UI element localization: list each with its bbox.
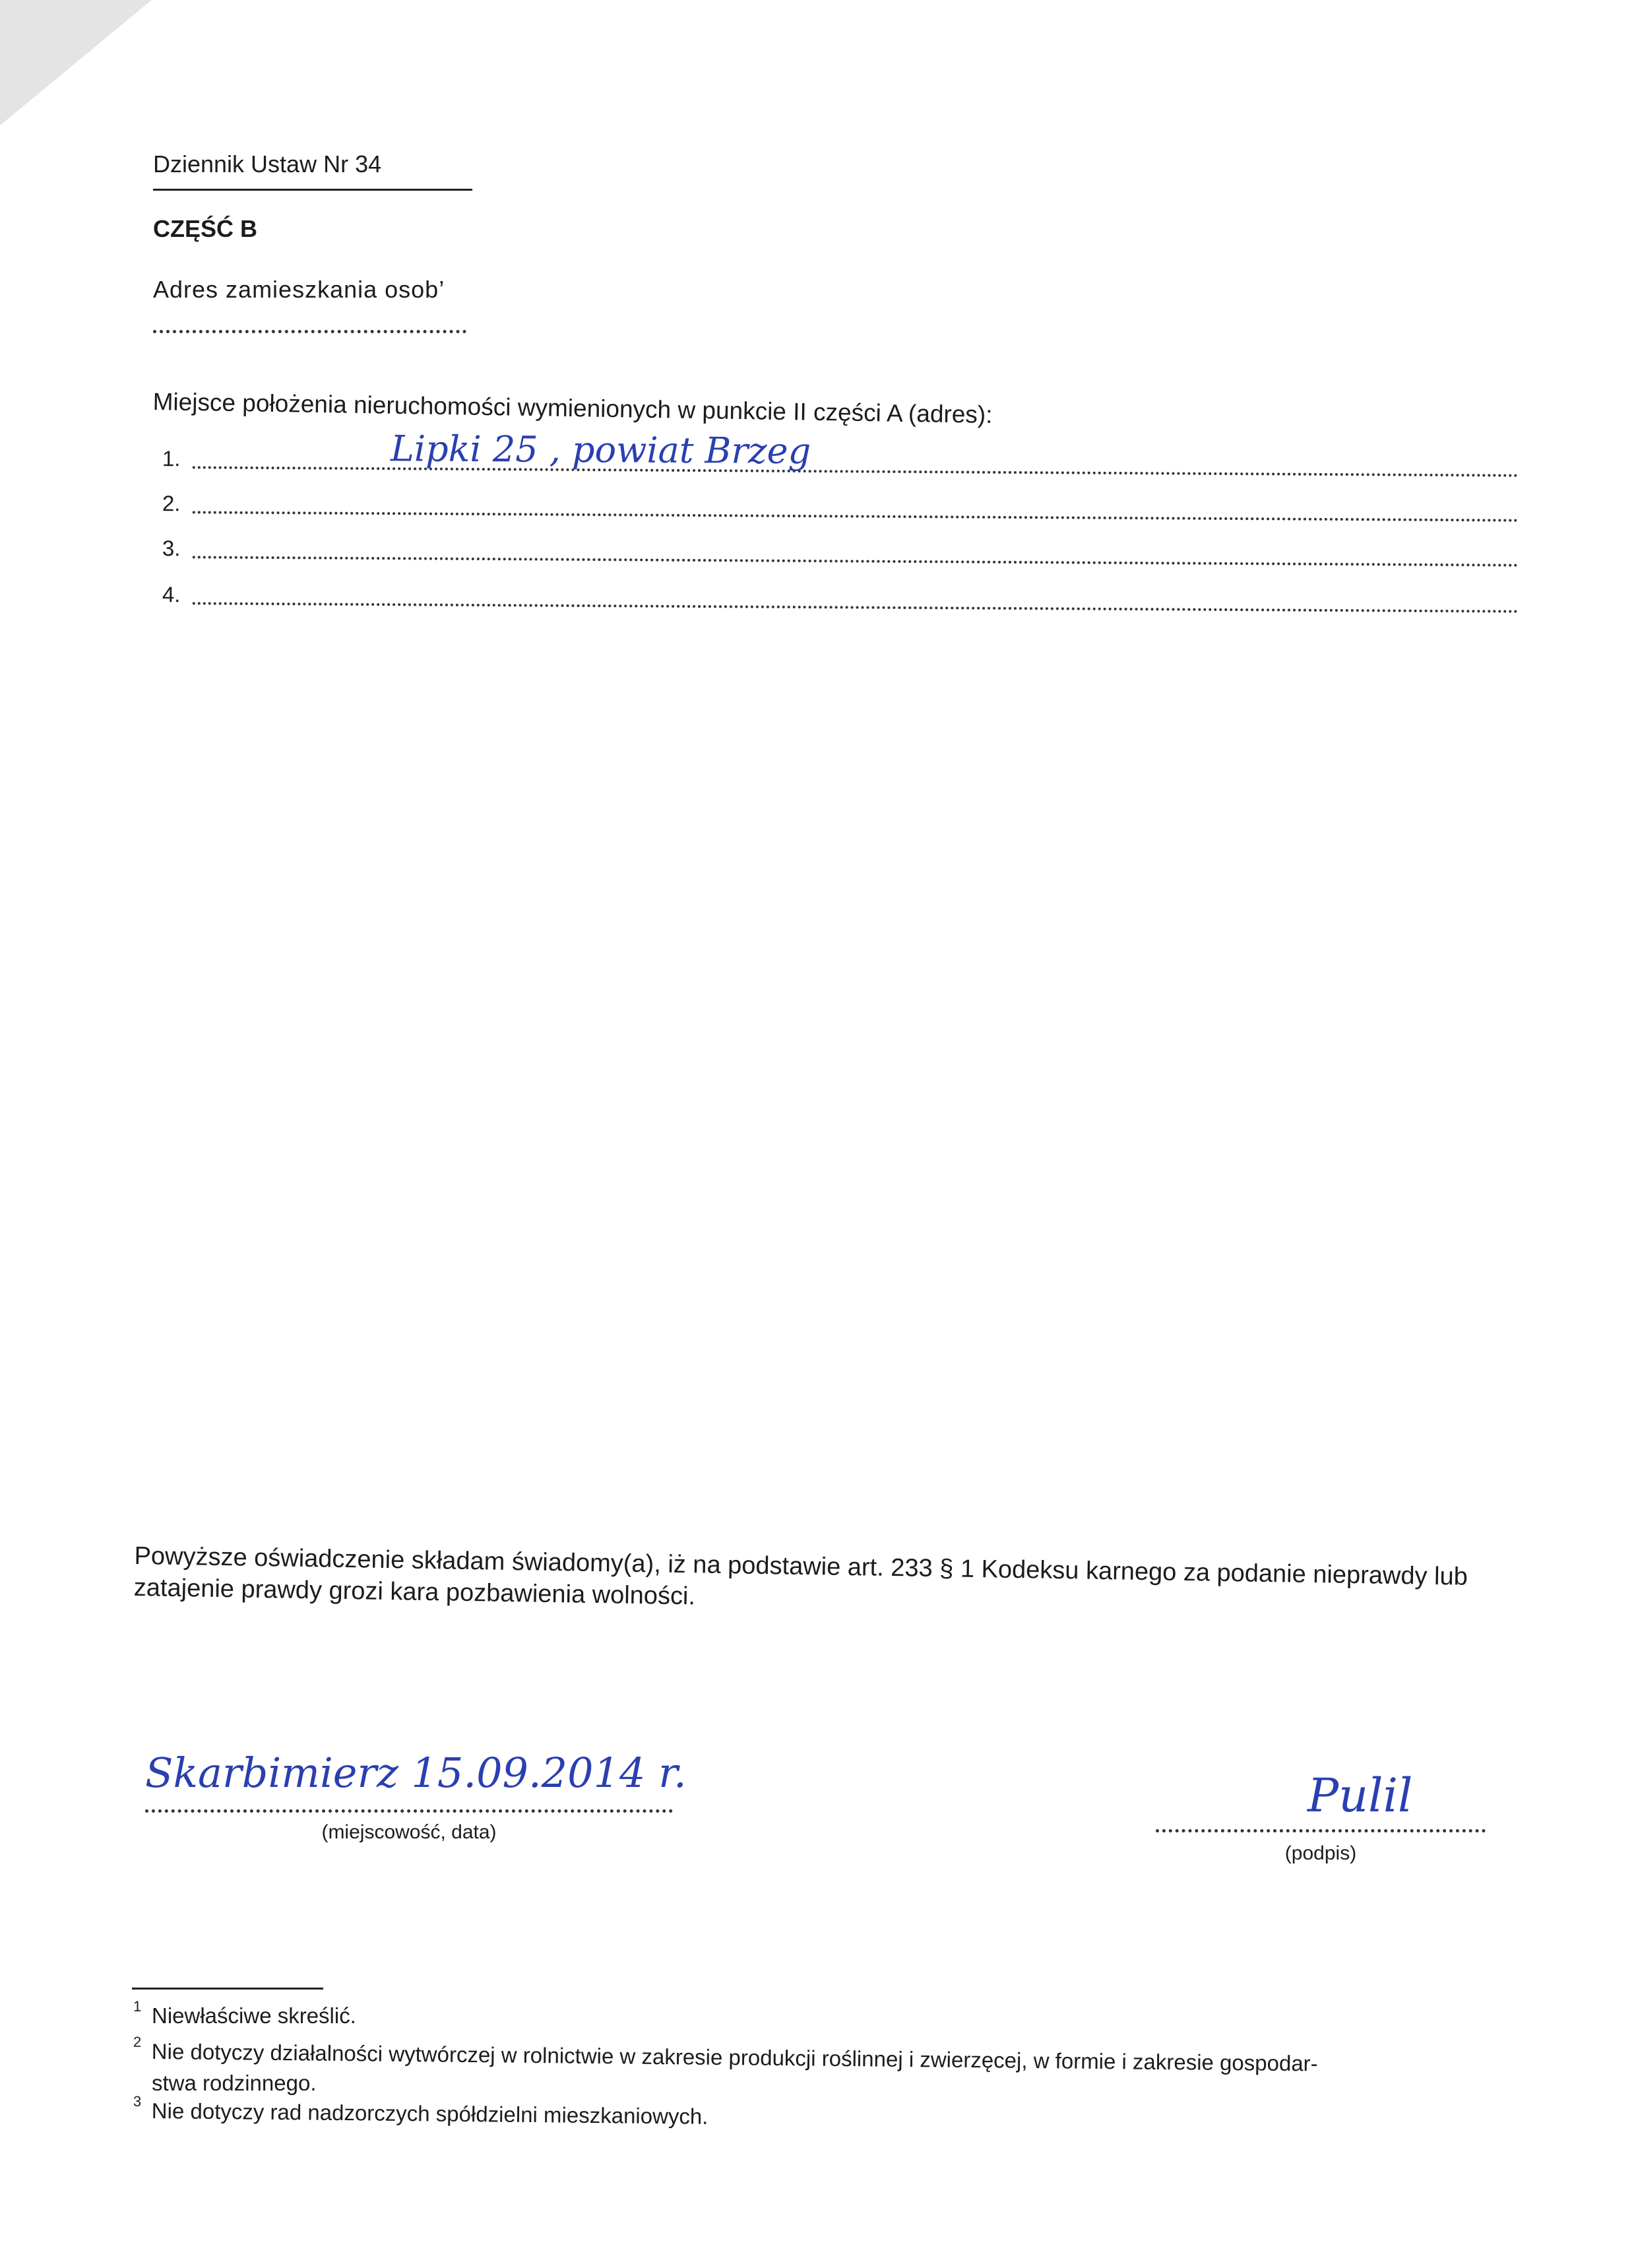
section-title: CZĘŚĆ B [153,215,258,242]
address-label: Adres zamieszkania osob’ [153,276,445,303]
footnote-text: Nie dotyczy działalności wytwórczej w rolnictwie w zakresie produkcji roślinnej i zwierzęcej, w formie i zakresie gospodar- [151,2039,1318,2076]
row-number: 4. [162,582,181,607]
footnote-2-continued [152,2071,316,2096]
footnote-2 [133,2033,1318,2077]
dotted-line [145,1809,673,1813]
property-row-3 [153,536,1519,577]
footnote-text: Nie dotyczy rad nadzorczych spółdzielni mieszkaniowych. [151,2098,708,2129]
footnote-mark: 2 [133,2033,142,2050]
row-number: 2. [162,491,181,516]
property-row-2 [153,491,1519,533]
handwritten-place-date: Skarbimierz 15.09.2014 r. [145,1749,687,1797]
footnote-1 [133,1998,356,2028]
address-dotted-line [153,330,466,333]
footnote-text: stwa rodzinnego. [152,2071,317,2095]
footnote-rule [132,1988,323,1990]
property-row-4 [153,582,1519,624]
dotted-line [193,556,1519,566]
footnote-mark: 3 [133,2092,142,2110]
footnote-mark: 1 [133,1998,142,2015]
journal-header: Dziennik Ustaw Nr 34 [153,150,382,178]
folded-corner [0,0,152,125]
dotted-line [193,511,1519,521]
header-rule [153,189,472,191]
handwritten-address: Lipki 25 , powiat Brzeg [390,428,811,472]
footnote-text: Niewłaściwe skreślić. [152,2003,356,2028]
place-date-caption: (miejscowość, data) [321,1821,497,1843]
property-location-title: Miejsce położenia nieruchomości wymienionych w punkcie II części A (adres): [152,388,993,428]
declaration-text: Powyższe oświadczenie składam świadomy(a), iż na podstawie art. 233 § 1 Kodeksu karnego za podanie nieprawdy lub zatajenie prawdy grozi kara pozbawienia wolności. [133,1541,1468,1611]
property-row-1 [153,428,1519,488]
row-number: 1. [162,446,181,471]
signature-field [1156,1768,1486,1867]
place-date-field [145,1749,687,1848]
row-number: 3. [162,536,181,561]
dotted-line [1156,1829,1486,1832]
dotted-line [193,602,1519,612]
footnote-3 [133,2092,708,2129]
handwritten-signature: Pulil [1307,1768,1413,1823]
signature-caption: (podpis) [1284,1842,1357,1864]
